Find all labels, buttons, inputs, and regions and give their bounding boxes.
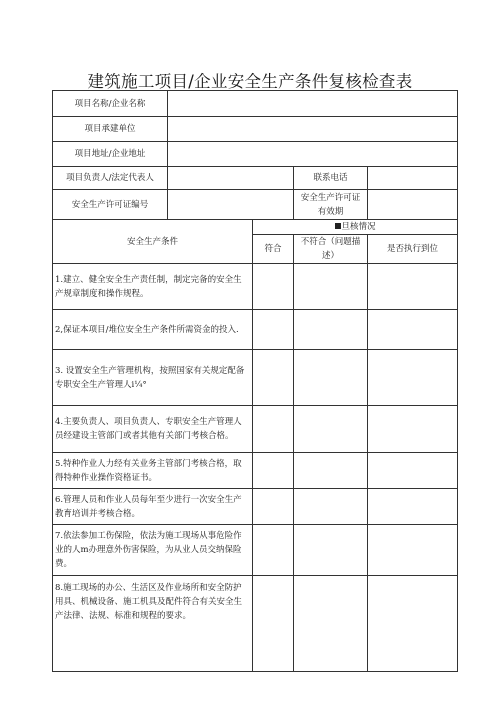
- fail-description-cell[interactable]: [294, 525, 368, 576]
- pass-cell[interactable]: [253, 453, 294, 489]
- info-label: 项目负责人/法定代表人: [53, 167, 168, 190]
- pass-cell[interactable]: [253, 406, 294, 453]
- done-cell[interactable]: [368, 264, 458, 310]
- condition-text: 1.建立、健全安全生产责任制，制定完备的安全生产规章制度和操作规程。: [53, 264, 253, 310]
- fail-description-cell[interactable]: [294, 406, 368, 453]
- square-bullet-icon: [335, 223, 341, 229]
- phone-field[interactable]: [368, 167, 458, 190]
- condition-row: [53, 576, 458, 672]
- info-label: 项目地址/企业地址: [53, 142, 168, 167]
- fail-description-cell[interactable]: [294, 489, 368, 525]
- condition-text: 3. 设置安全生产管理机构，按照国家有关规定配备专职安全生产管理人i¼°: [53, 350, 253, 406]
- fail-description-cell[interactable]: [294, 453, 368, 489]
- condition-row: [53, 489, 458, 525]
- license-validity-label: 安全生产许可证有效期: [294, 190, 368, 220]
- done-cell[interactable]: [368, 310, 458, 350]
- done-cell[interactable]: [368, 576, 458, 672]
- pass-cell[interactable]: [253, 310, 294, 350]
- info-label: 安全生产许可证编号: [53, 190, 168, 220]
- conditions-header: 安全生产条件: [53, 220, 253, 264]
- license-row: [53, 190, 458, 220]
- done-cell[interactable]: [368, 350, 458, 406]
- contact-row: [53, 167, 458, 190]
- review-group-header: [253, 220, 458, 235]
- info-label: 项目名称/企业名称: [53, 91, 168, 117]
- condition-text: 4.主要负责人、项目负责人、专职安全生产管理人员经建设主管部门或者其他有关部门考核合格。: [53, 406, 253, 453]
- info-row-contractor: [53, 117, 458, 142]
- check-header-row: [53, 220, 458, 235]
- pass-cell[interactable]: [253, 350, 294, 406]
- fail-description-cell[interactable]: [294, 350, 368, 406]
- condition-row: [53, 406, 458, 453]
- page-title: 建筑施工项目/企业安全生产条件复核检查表: [87, 72, 413, 91]
- condition-row: [53, 525, 458, 576]
- pass-cell[interactable]: [253, 264, 294, 310]
- contractor-field[interactable]: [168, 117, 458, 142]
- project-name-field[interactable]: [168, 91, 458, 117]
- done-cell[interactable]: [368, 489, 458, 525]
- info-label: 项目承建单位: [53, 117, 168, 142]
- condition-row: [53, 264, 458, 310]
- pass-cell[interactable]: [253, 489, 294, 525]
- info-row-project-name: [53, 91, 458, 117]
- condition-text: 5.特种作业人力经有关业务主管部门考核合格，取得特种作业操作资格证书。: [53, 453, 253, 489]
- done-cell[interactable]: [368, 453, 458, 489]
- column-header-fail: 不符合（问题描述）: [294, 235, 368, 264]
- condition-row: [53, 453, 458, 489]
- license-validity-field[interactable]: [368, 190, 458, 220]
- condition-text: 2,保证本项目/堆位安全生产条件所需资金的投入.: [53, 310, 253, 350]
- legal-representative-field[interactable]: [168, 167, 294, 190]
- review-group-label: 旦核情况: [341, 222, 376, 232]
- pass-cell[interactable]: [253, 576, 294, 672]
- address-field[interactable]: [168, 142, 458, 167]
- column-header-done: 是否执行到位: [368, 235, 458, 264]
- condition-text: 7.依法参加工伤保险，依法为施工现场从事危险作业的人m办理意外伤害保险，为从业人员交纳保险费。: [53, 525, 253, 576]
- condition-text: 8.施工现场的办公、生活区及作业场所和安全防护用具、机械设备、施工机具及配件符合有关安全生产法律、法规、标准和规程的要求。: [53, 576, 253, 672]
- info-row-address: [53, 142, 458, 167]
- phone-label: 联系电话: [294, 167, 368, 190]
- condition-row: [53, 310, 458, 350]
- done-cell[interactable]: [368, 406, 458, 453]
- fail-description-cell[interactable]: [294, 310, 368, 350]
- license-number-field[interactable]: [168, 190, 294, 220]
- done-cell[interactable]: [368, 525, 458, 576]
- condition-text: 6.管理人员和作业人员每年至少进行一次安全生产教育培训并考核合格。: [53, 489, 253, 525]
- pass-cell[interactable]: [253, 525, 294, 576]
- fail-description-cell[interactable]: [294, 576, 368, 672]
- inspection-form-table: [52, 90, 458, 672]
- column-header-pass: 符合: [253, 235, 294, 264]
- condition-row: [53, 350, 458, 406]
- fail-description-cell[interactable]: [294, 264, 368, 310]
